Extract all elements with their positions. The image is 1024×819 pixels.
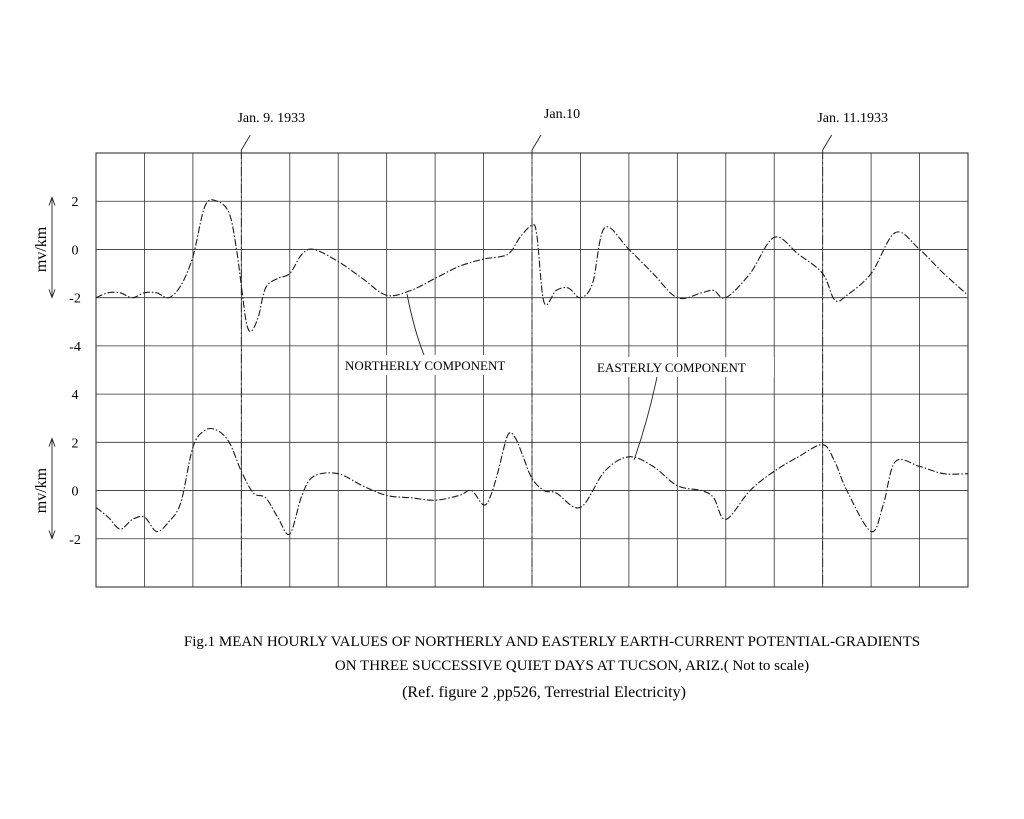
date-marker-label: Jan. 9. 1933 [237, 111, 306, 126]
caption-line-2: ON THREE SUCCESSIVE QUIET DAYS AT TUCSON, ARIZ.( Not to scale) [334, 658, 810, 674]
y-axis-label: mv/km [33, 226, 50, 273]
y-axis-label: mv/km [33, 467, 50, 514]
date-marker-label: Jan.10 [543, 107, 581, 122]
caption-line-1: Fig.1 MEAN HOURLY VALUES OF NORTHERLY AND EASTERLY EARTH-CURRENT POTENTIAL-GRADIENTS [183, 634, 921, 650]
easterly-leader-line [634, 377, 657, 460]
date-marker-tick [241, 135, 250, 150]
date-marker-label: Jan. 11.1933 [817, 111, 888, 126]
series-labels [342, 294, 774, 460]
y-tick-label: 2 [71, 195, 79, 211]
y-tick-label: -2 [69, 532, 81, 548]
y-tick-label: -2 [69, 291, 81, 307]
date-markers [237, 107, 887, 587]
northerly-component-label: NORTHERLY COMPONENT [345, 358, 506, 373]
y-tick-label: 0 [71, 243, 79, 259]
easterly-component-label: EASTERLY COMPONENT [597, 360, 746, 375]
y-tick-label: 2 [71, 436, 79, 452]
y-tick-label: 0 [71, 484, 79, 500]
date-marker-tick [532, 135, 541, 150]
axes [33, 195, 81, 548]
y-tick-label: 4 [71, 388, 79, 404]
date-marker-tick [823, 135, 832, 150]
caption-line-3: (Ref. figure 2 ,pp526, Terrestrial Electricity) [402, 684, 686, 701]
y-tick-label: -4 [69, 339, 81, 355]
